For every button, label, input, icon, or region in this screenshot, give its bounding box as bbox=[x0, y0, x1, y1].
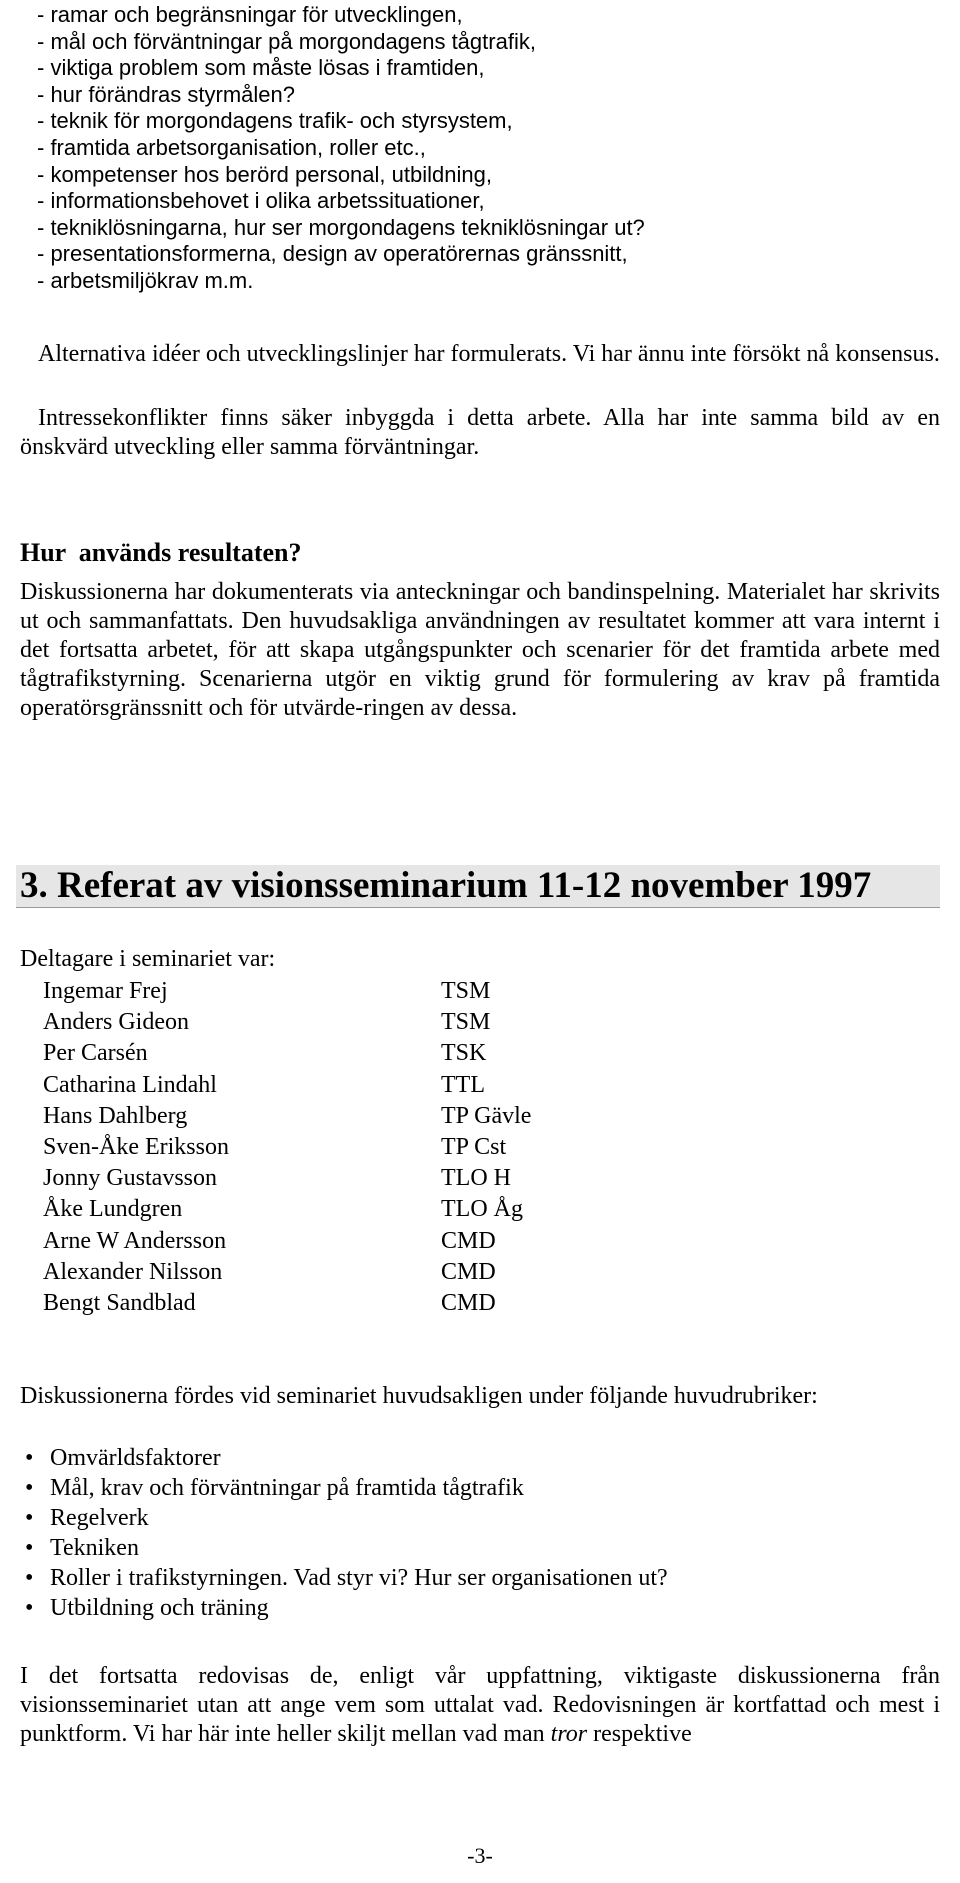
participants-list bbox=[43, 976, 543, 1319]
participant-row bbox=[43, 976, 543, 1007]
participant-name: Sven-Åke Eriksson bbox=[43, 1133, 229, 1160]
bullet-icon: • bbox=[25, 1565, 34, 1591]
participant-name: Jonny Gustavsson bbox=[43, 1165, 218, 1192]
bullet-text: Omvärldsfaktorer bbox=[50, 1445, 221, 1471]
dash-item: - tekniklösningarna, hur ser morgondagens tekniklösningar ut? bbox=[37, 214, 645, 240]
bullet-icon: • bbox=[25, 1535, 34, 1561]
participant-org: CMD bbox=[441, 1227, 496, 1254]
participant-org: TSM bbox=[441, 1009, 491, 1036]
dash-item: - ramar och begränsningar för utvecklingen, bbox=[37, 2, 463, 27]
bullet-icon: • bbox=[25, 1595, 34, 1621]
bullet-item bbox=[25, 1533, 668, 1563]
section-divider bbox=[16, 907, 940, 908]
dash-item: - framtida arbetsorganisation, roller etc., bbox=[37, 134, 426, 160]
dash-item: - hur förändras styrmålen? bbox=[37, 81, 295, 107]
participant-name: Bengt Sandblad bbox=[43, 1289, 196, 1316]
dash-item: - viktiga problem som måste lösas i framtiden, bbox=[37, 55, 485, 81]
bullet-item bbox=[25, 1593, 668, 1623]
participant-row bbox=[43, 1194, 543, 1225]
bullet-item bbox=[25, 1563, 668, 1593]
participant-org: TLO H bbox=[441, 1165, 511, 1192]
participant-org: TLO Åg bbox=[441, 1196, 523, 1223]
participant-org: TSK bbox=[441, 1040, 487, 1067]
closing-paragraph bbox=[20, 1662, 940, 1749]
bullet-text: Mål, krav och förväntningar på framtida tågtrafik bbox=[50, 1475, 524, 1501]
participant-name: Catharina Lindahl bbox=[43, 1071, 217, 1098]
participant-org: CMD bbox=[441, 1258, 496, 1285]
alternatives-paragraph: Alternativa idéer och utvecklingslinjer har formulerats. Vi har ännu inte försökt nå konsensus. bbox=[38, 341, 940, 367]
bullet-item bbox=[25, 1473, 668, 1503]
participant-org: CMD bbox=[441, 1289, 496, 1316]
participant-row bbox=[43, 1101, 543, 1132]
bullet-icon: • bbox=[25, 1445, 34, 1471]
results-heading: Hur används resultaten? bbox=[20, 538, 302, 567]
bullet-item bbox=[25, 1503, 668, 1533]
results-paragraph: Diskussionerna har dokumenterats via anteckningar och bandinspelning. Materialet har skrivits ut och sammanfattats. Den huvudsakliga användningen av resultatet kommer att vara internt i det fortsatta arbetet, för att skapa utgångspunkter och scenarier för det framtida arbete med tågtrafikstyrning. Scenarierna utgör en viktig grund för formulering av krav på framtida operatörsgränssnitt och för utvärde-ringen av dessa. bbox=[20, 579, 940, 721]
bullet-text: Regelverk bbox=[50, 1505, 149, 1531]
participant-org: TP Gävle bbox=[441, 1102, 532, 1129]
section-title: 3. Referat av visionsseminarium 11-12 november 1997 bbox=[20, 865, 872, 906]
dash-item: - kompetenser hos berörd personal, utbildning, bbox=[37, 161, 492, 187]
dash-item: - teknik för morgondagens trafik- och styrsystem, bbox=[37, 108, 513, 134]
closing-emphasis: tror bbox=[550, 1721, 588, 1747]
participant-org: TTL bbox=[441, 1071, 485, 1098]
participant-name: Per Carsén bbox=[43, 1040, 148, 1067]
discussion-intro: Diskussionerna fördes vid seminariet huvudsakligen under följande huvudrubriker: bbox=[20, 1383, 818, 1409]
participant-row bbox=[43, 1226, 543, 1257]
participant-org: TSM bbox=[441, 978, 491, 1004]
participant-row bbox=[43, 1038, 543, 1069]
closing-text-end: respektive bbox=[587, 1721, 692, 1747]
topic-bullet-list bbox=[25, 1443, 668, 1623]
participant-name: Åke Lundgren bbox=[43, 1196, 183, 1223]
participant-name: Arne W Andersson bbox=[43, 1227, 227, 1254]
participant-org: TP Cst bbox=[441, 1133, 507, 1160]
dash-item: - mål och förväntningar på morgondagens tågtrafik, bbox=[37, 28, 536, 54]
dash-item: - arbetsmiljökrav m.m. bbox=[37, 267, 254, 293]
participant-row bbox=[43, 1163, 543, 1194]
participant-name: Alexander Nilsson bbox=[43, 1258, 223, 1285]
conflicts-paragraph: Intressekonflikter finns säker inbyggda i detta arbete. Alla har inte samma bild av en önskvärd utveckling eller samma förväntningar. bbox=[20, 405, 940, 460]
dash-list bbox=[37, 2, 937, 295]
bullet-item bbox=[25, 1443, 668, 1473]
participant-row bbox=[43, 1007, 543, 1038]
participant-name: Anders Gideon bbox=[43, 1009, 189, 1036]
bullet-text: Roller i trafikstyrningen. Vad styr vi? Hur ser organisationen ut? bbox=[50, 1565, 668, 1591]
closing-text: I det fortsatta redovisas de, enligt vår uppfattning, viktigaste diskussionerna från visionsseminariet utan att ange vem som uttalat vad. Redovisningen är kortfattad och mest i punktform. Vi har här inte heller skiljt mellan vad man bbox=[20, 1663, 940, 1747]
participant-row bbox=[43, 1288, 543, 1319]
bullet-icon: • bbox=[25, 1475, 34, 1501]
participant-row bbox=[43, 1257, 543, 1288]
participant-name: Ingemar Frej bbox=[43, 978, 168, 1004]
participant-row bbox=[43, 1070, 543, 1101]
participant-name: Hans Dahlberg bbox=[43, 1102, 188, 1129]
dash-item: - presentationsformerna, design av operatörernas gränssnitt, bbox=[37, 241, 628, 267]
page-number: -3- bbox=[467, 1843, 493, 1868]
dash-item: - informationsbehovet i olika arbetssituationer, bbox=[37, 188, 485, 214]
participants-intro: Deltagare i seminariet var: bbox=[20, 946, 276, 972]
bullet-icon: • bbox=[25, 1505, 34, 1531]
bullet-text: Utbildning och träning bbox=[50, 1595, 269, 1621]
participant-row bbox=[43, 1132, 543, 1163]
bullet-text: Tekniken bbox=[50, 1535, 139, 1561]
